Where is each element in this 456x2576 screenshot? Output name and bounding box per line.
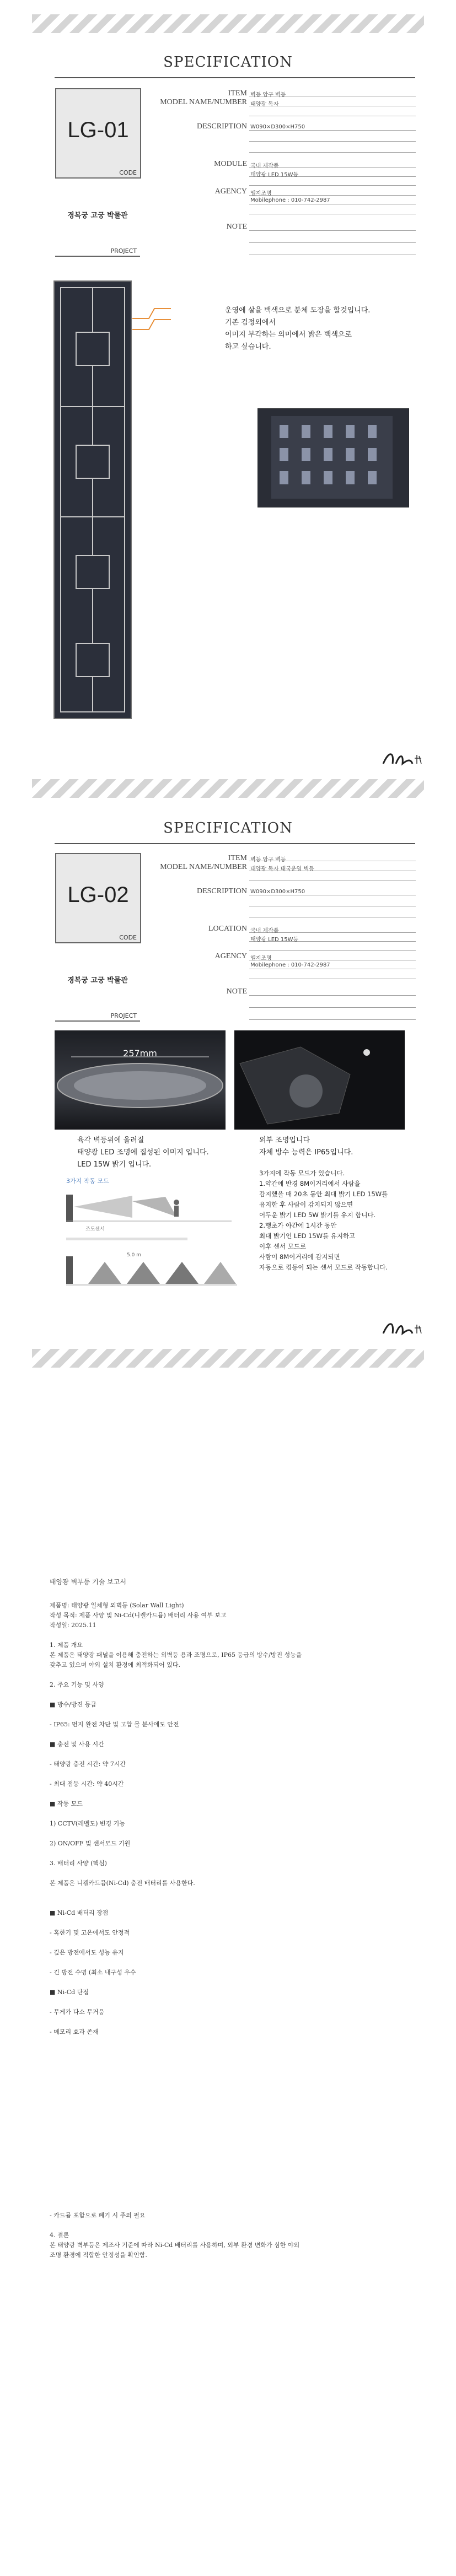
bottom-hatch-band (32, 779, 424, 798)
sheet2-caption-left (77, 1135, 232, 1171)
model-value: 태양광 독자 (250, 101, 279, 107)
note-line: 운영에 살을 백색으로 분체 도장을 할것입니다. (225, 306, 371, 315)
agency-value-2: Mobilephone : 010-742-2987 (250, 197, 330, 203)
report-line: - 긴 방전 수명 (최소 내구성 우수 (50, 1969, 136, 1976)
report-line: ■ Ni-Cd 단점 (50, 1989, 89, 1996)
sheet2-caption-right (259, 1135, 425, 1159)
description-value-2: W090×D300×H750 (250, 889, 305, 895)
spec-title: SPECIFICATION (163, 54, 293, 71)
report-line (50, 1997, 414, 2007)
report-line (50, 1809, 414, 1819)
module-value-2: 태양광 LED 15W등 (250, 172, 299, 178)
agency-label: AGENCY (214, 187, 247, 196)
lens-photo (55, 1030, 226, 1130)
report-line: 작성 목적: 제품 사양 및 Ni-Cd(니켈카드뮴) 배터리 사용 여부 보고 (50, 1612, 227, 1619)
note-line: 최대 밝기인 LED 15W를 유지하고 (259, 1232, 356, 1240)
report-line: - 최대 점등 시간: 약 40시간 (50, 1780, 124, 1787)
report-line: - 태양광 충전 시간: 약 7시간 (50, 1760, 126, 1768)
agency-value-1: 엘지조명 (250, 191, 272, 197)
project-box-2 (55, 942, 140, 1022)
report-line (50, 1829, 414, 1839)
title-rule (55, 77, 415, 78)
sensor-label: 조도센서 (85, 1227, 105, 1232)
item-label-2: ITEM (228, 854, 247, 862)
module-value-1: 국내 제작품 (250, 163, 279, 169)
product-photo-top (257, 408, 409, 507)
model-value-2: 태양광 독자 태국운영 벽등 (250, 866, 314, 872)
note-line: 하고 싶습니다. (225, 343, 271, 351)
note-label: NOTE (226, 223, 247, 231)
code-label-2: CODE (119, 934, 137, 941)
operating-mode-diagram (66, 1185, 237, 1289)
title-rule-2 (55, 843, 415, 844)
caption-line: LED 15W 밝기 입니다. (77, 1160, 152, 1169)
report-line (50, 1789, 414, 1799)
report-line: 조명 환경에 적합한 안정성을 확인함. (50, 2251, 147, 2259)
report-line: 갖추고 있으며 야외 설치 환경에 최적화되어 있다. (50, 1661, 180, 1668)
report-line: - IP65: 먼지 완전 차단 및 고압 물 분사에도 안전 (50, 1721, 179, 1728)
project-label: PROJECT (110, 247, 137, 255)
report-line: ■ Ni-Cd 배터리 장점 (50, 1909, 109, 1916)
report-line: ■ 방수/방진 등급 (50, 1701, 96, 1708)
report-line (50, 1918, 414, 1928)
fixture-shape (234, 1030, 405, 1130)
item-code-2: LG-02 (67, 883, 129, 907)
report-line: 3. 배터리 사양 (핵심) (50, 1860, 107, 1867)
report-body-2 (50, 2211, 414, 2260)
project-box (55, 177, 140, 257)
report-line (50, 1958, 414, 1968)
bottom-hatch-band-2 (32, 1349, 424, 1368)
location-label: LOCATION (208, 925, 247, 933)
report-line: 2) ON/OFF 및 센서모드 기원 (50, 1840, 131, 1847)
report-line (50, 1978, 414, 1988)
report-line: 1) CCTV(레벨도) 변경 기능 (50, 1820, 125, 1827)
diagram-title: 3가지 작동 모드 (66, 1178, 109, 1185)
report-line: - 혹한기 및 고온에서도 안정적 (50, 1929, 130, 1936)
note-line: 어두운 밝기 LED 5W 밝기를 유지 합니다. (259, 1211, 376, 1219)
report-line (50, 1710, 414, 1720)
report-line (50, 1670, 414, 1680)
note-line: 3가지에 작동 모드가 있습니다. (259, 1169, 345, 1177)
report-line (50, 1749, 414, 1759)
note-line: 자동으로 켬등이 되는 센서 모드로 작동합니다. (259, 1263, 388, 1271)
report-line: - 카드뮴 포함으로 폐기 시 주의 필요 (50, 2212, 146, 2219)
project-name: 경복궁 고궁 박물관 (67, 212, 128, 220)
code-label: CODE (119, 169, 137, 176)
code-box-2 (55, 853, 141, 943)
lens-shape (55, 1030, 226, 1130)
dimension-label: 257mm (123, 1048, 157, 1059)
report-line (50, 1888, 414, 1898)
report-line: ■ 작동 모드 (50, 1800, 83, 1807)
report-line: 본 제품은 태양광 패널을 이용해 충전하는 외벽등 용과 조명으로, IP65 등급의 방수/방진 성능을 (50, 1651, 302, 1659)
caption-line: 태양광 LED 조명에 집성된 이미지 입니다. (77, 1148, 209, 1157)
project-label-2: PROJECT (110, 1012, 137, 1019)
model-label: MODEL NAME/NUMBER (160, 98, 247, 106)
note-label-2: NOTE (226, 987, 247, 996)
note-line: 이후 센서 모드로 (259, 1243, 307, 1250)
report-line (50, 1730, 414, 1740)
caption-line: 육각 벽등위에 올려질 (77, 1136, 144, 1144)
note-line: 유지한 후 사람이 감지되지 않으면 (259, 1201, 353, 1208)
description-value: W090×D300×H750 (250, 124, 305, 130)
item-label: ITEM (228, 89, 247, 98)
item-value-2: 벽등 암구 벽등 (250, 857, 286, 863)
top-hatch-band (32, 14, 424, 33)
report-line (50, 1630, 414, 1640)
brand-logo (380, 748, 425, 768)
report-line (50, 1849, 414, 1859)
report-line: - 메모리 효과 존재 (50, 2028, 99, 2035)
report-line: 2. 주요 기능 및 사양 (50, 1681, 104, 1688)
callout-arrows (132, 259, 229, 336)
report-line: 본 제품은 니켈카드뮴(Ni-Cd) 충전 배터리를 사용한다. (50, 1880, 195, 1887)
note-line: 이미지 부각하는 의미에서 밝은 백색으로 (225, 331, 352, 339)
description-label-2: DESCRIPTION (196, 887, 247, 895)
report-line: 1. 제품 개요 (50, 1641, 83, 1649)
report-line: - 깊은 방전에서도 성능 유지 (50, 1949, 124, 1956)
report-line (50, 2017, 414, 2027)
agency-value-2-2: Mobilephone : 010-742-2987 (250, 962, 330, 968)
product-drawing-front (53, 280, 133, 721)
module-label: MODULE (214, 160, 247, 168)
report-line (50, 1898, 414, 1908)
report-line (50, 1769, 414, 1779)
report-line (50, 1690, 414, 1700)
caption-line: 자체 방수 능력은 IP65입니다. (259, 1148, 353, 1157)
description-label: DESCRIPTION (196, 122, 247, 131)
motion-range-label: 5.0 m (127, 1252, 141, 1258)
location-value-1: 국내 제작품 (250, 928, 279, 934)
report-line (50, 1868, 414, 1878)
caption-line: 외부 조명입니다 (259, 1136, 310, 1144)
note-line: 사람이 8M이거리에 감지되면 (259, 1253, 340, 1261)
project-name-2: 경복궁 고궁 박물관 (67, 976, 128, 985)
report-line: - 무게가 다소 무거움 (50, 2008, 105, 2016)
outdoor-photo (234, 1030, 405, 1130)
report-line (50, 1938, 414, 1948)
spec-title-2: SPECIFICATION (163, 820, 293, 836)
sheet2-notes (259, 1168, 441, 1273)
location-value-2: 태양광 LED 15W등 (250, 937, 299, 943)
report-title: 태양광 벽부등 기술 보고서 (50, 1578, 126, 1586)
report-line (50, 2221, 414, 2231)
report-line: ■ 충전 및 사용 시간 (50, 1741, 104, 1748)
report-line: 작성일: 2025.11 (50, 1622, 96, 1629)
item-value: 벽등 암구 벽등 (250, 92, 286, 98)
report-line: 본 태양광 벽부등은 제조사 기준에 따라 Ni-Cd 배터리를 사용하며, 외부 환경 변화가 심한 야외 (50, 2242, 300, 2249)
report-line: 제품명: 태양광 일체형 외벽등 (Solar Wall Light) (50, 1602, 184, 1609)
agency-value-1-2: 엘지조명 (250, 955, 272, 962)
item-code: LG-01 (67, 118, 129, 142)
sheet1-notes (225, 305, 434, 353)
report-line: 4. 결론 (50, 2232, 69, 2239)
report-body (50, 1601, 414, 2037)
agency-label-2: AGENCY (214, 952, 247, 960)
note-line: 2.행초가 야간에 1시간 동안 (259, 1222, 337, 1229)
brand-logo-2 (380, 1318, 425, 1338)
note-line: 1.약간에 반경 8M이거리에서 사람을 (259, 1180, 361, 1187)
code-box (55, 88, 141, 179)
note-line: 기존 검정외에서 (225, 318, 276, 327)
model-label-2: MODEL NAME/NUMBER (160, 863, 247, 871)
note-line: 감지했을 때 20초 동안 최대 밝기 LED 15W를 (259, 1190, 388, 1198)
